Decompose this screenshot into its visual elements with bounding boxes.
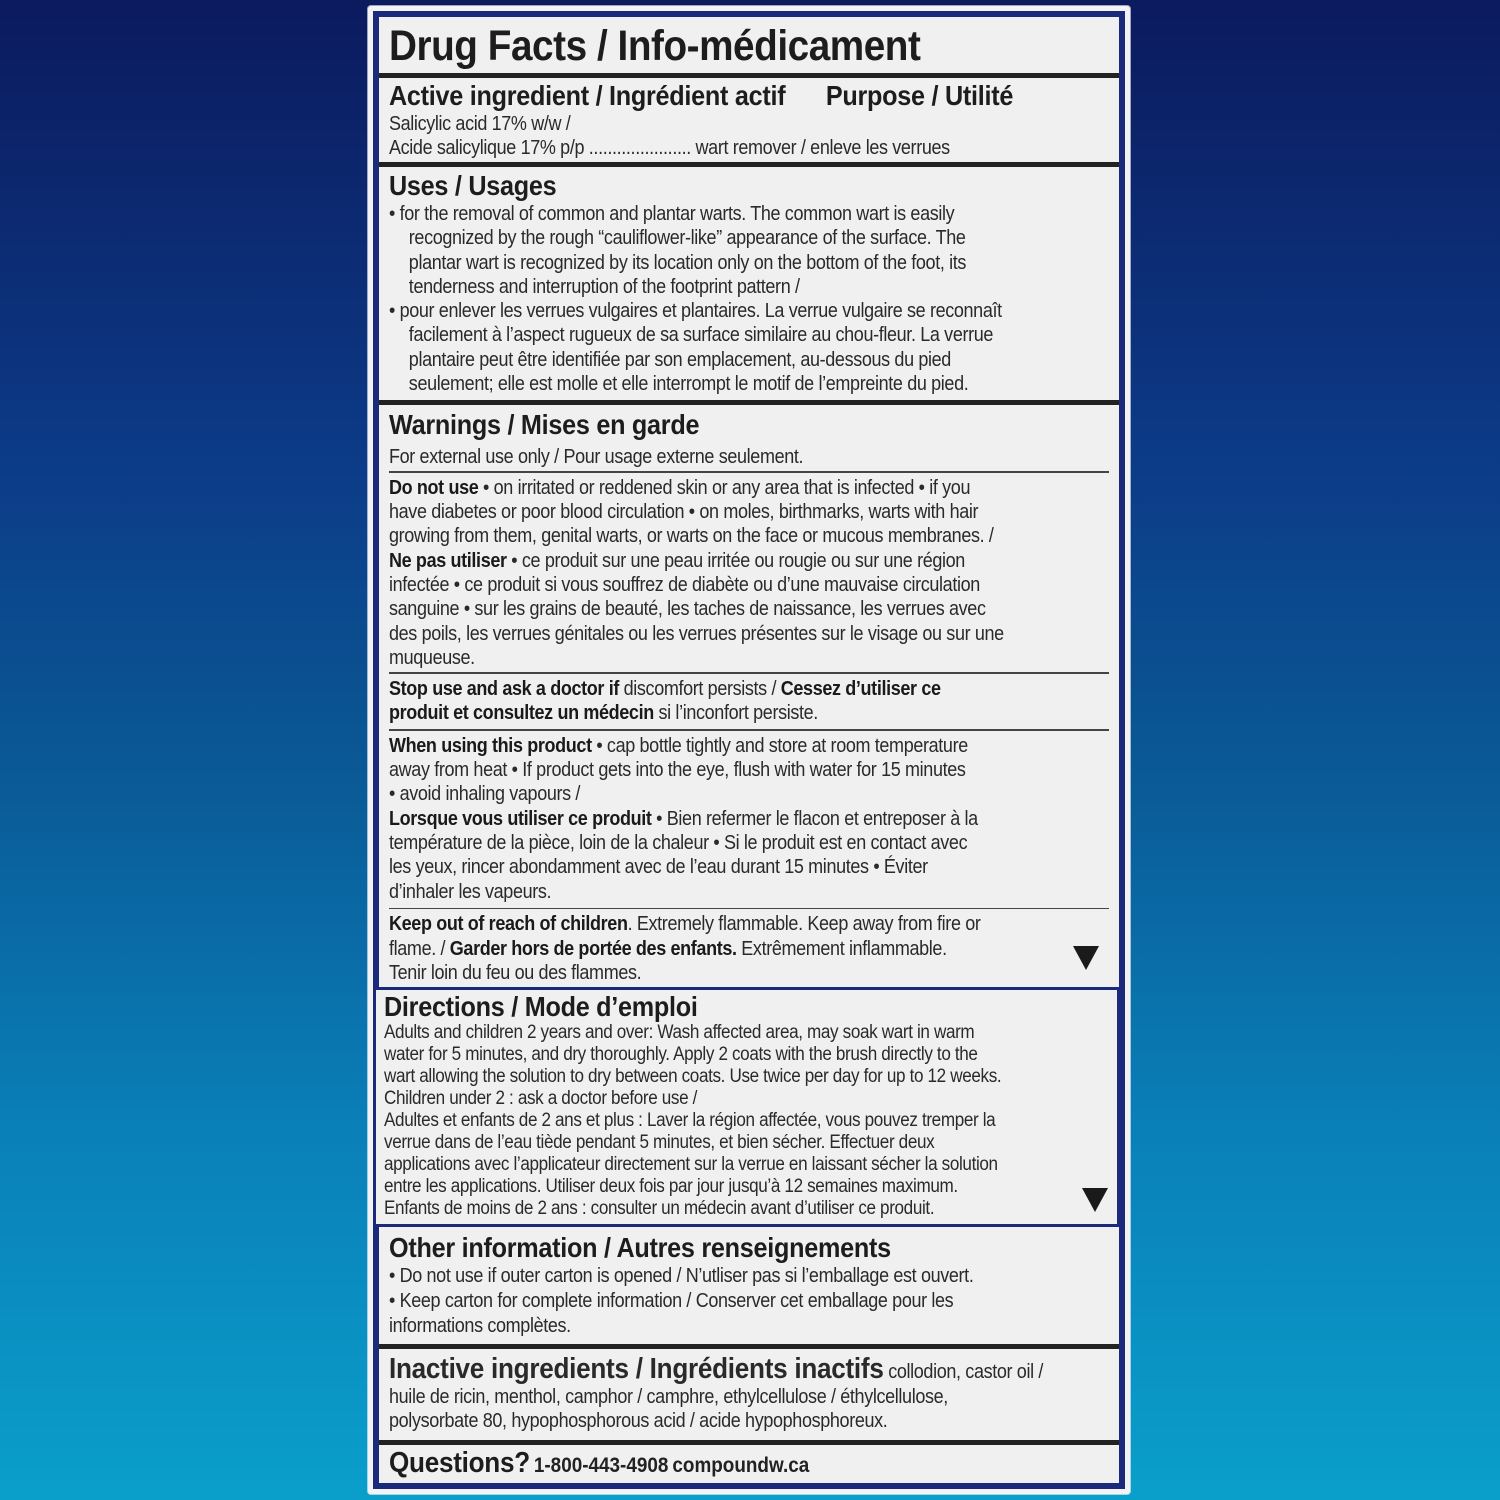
uses-section [379,170,1119,396]
directions-heading: Directions / Mode d’emploi [384,991,698,1022]
ne-pas-utiliser-text: infectée • ce produit si vous souffrez de diabète ou d’une mauvaise circulation [389,573,980,596]
questions-section [379,1447,1119,1484]
keep-out-label-fr: Garder hors de portée des enfants. [449,937,737,960]
text-line: • Keep carton for complete information / Conserver cet emballage pour les [389,1290,954,1312]
active-ingredient-en: Salicylic acid 17% w/w / [389,113,571,135]
when-using-text: away from heat • If product gets into the eye, flush with water for 15 minutes [389,759,966,782]
text-line: wart allowing the solution to dry between coats. Use twice per day for up to 12 weeks. [384,1066,1002,1087]
divider [379,162,1119,167]
text-line: water for 5 minutes, and dry thoroughly. Apply 2 coats with the brush directly to the [384,1044,978,1065]
active-ingredient-fr [389,136,1037,160]
lorsque-text: température de la pièce, loin de la chaleur • Si le produit est en contact avec [389,831,968,854]
leader-dots: ...................... [588,137,691,160]
text-line: plantaire peut être identifiée par son emplacement, au-dessous du pied [408,348,951,371]
warnings-section [379,409,1119,985]
lorsque-text: les yeux, rincer abondamment avec de l’eau durant 15 minutes • Éviter [389,856,928,879]
continue-arrow-icon [1073,946,1099,970]
inactive-ingredients-text: huile de ricin, menthol, camphor / camphre, ethylcellulose / éthylcellulose, [389,1386,948,1408]
do-not-use-text: have diabetes or poor blood circulation • on moles, birthmarks, warts with hair [389,501,979,524]
ne-pas-utiliser-text: muqueuse. [389,646,475,669]
text-line: entre les applications. Utiliser deux fois par jour jusqu’à 12 semaines maximum. [384,1176,958,1197]
warnings-heading: Warnings / Mises en garde [389,409,700,440]
divider [379,73,1119,78]
text-line: Adultes et enfants de 2 ans et plus : Laver la région affectée, vous pouvez tremper la [384,1110,996,1131]
text-line: Children under 2 : ask a doctor before use / [384,1088,698,1109]
uses-text [389,202,1109,396]
when-using-text: • avoid inhaling vapours / [389,783,581,806]
uses-heading: Uses / Usages [389,170,557,201]
divider [379,1344,1119,1349]
text-line: • pour enlever les verrues vulgaires et plantaires. La verrue vulgaire se reconnaît [389,300,1002,323]
other-information-text [389,1264,1109,1339]
ne-pas-utiliser-text: des poils, les verrues génitales ou les verrues présentes sur le visage ou sur une [389,622,1004,645]
inactive-ingredients-section [379,1353,1119,1434]
keep-out-text: . Extremely flammable. Keep away from fire or [627,913,981,936]
questions-heading: Questions? [389,1447,530,1479]
inactive-ingredients-heading: Inactive ingredients / Ingrédients inactifs [389,1353,884,1385]
divider [379,400,1119,405]
when-using-label: When using this product [389,734,592,757]
lorsque-text: • Bien refermer le flacon et entreposer à la [651,807,978,830]
text-line: tenderness and interruption of the footprint pattern / [408,275,800,298]
when-using-block [389,731,1109,908]
text-line: • for the removal of common and plantar warts. The common wart is easily [389,203,955,225]
page-title: Drug Facts / Info-médicament [389,22,921,70]
stop-use-block [389,674,1109,730]
keep-out-text-fr: Extrêmement inflammable. [736,937,947,960]
text-line: plantar wart is recognized by its location only on the bottom of the foot, its [408,251,967,274]
ne-pas-utiliser-text: • ce produit sur une peau irritée ou rougie ou sur une région [506,549,965,572]
purpose-value: wart remover / enleve les verrues [695,137,950,160]
website-link[interactable]: compoundw.ca [672,1454,810,1477]
text-line: Enfants de moins de 2 ans : consulter un médecin avant d’utiliser ce produit. [384,1198,935,1219]
drug-facts-panel [373,11,1125,1489]
inactive-ingredients-text: collodion, castor oil / [883,1361,1044,1383]
stop-use-label: Stop use and ask a doctor if [389,677,619,700]
other-information-heading: Other information / Autres renseignements [389,1232,891,1263]
directions-section [373,987,1120,1227]
text-line: seulement; elle est molle et elle interrompt le motif de l’empreinte du pied. [408,373,969,396]
ne-pas-utiliser-label: Ne pas utiliser [389,549,507,572]
text-line: • Do not use if outer carton is opened / N’utliser pas si l’emballage est ouvert. [389,1265,974,1287]
stop-use-label-fr: Cessez d’utiliser ce [780,677,941,700]
keep-out-text-fr: Tenir loin du feu ou des flammes. [389,961,642,984]
keep-out-block [389,909,1109,985]
external-use-text: For external use only / Pour usage externe seulement. [389,446,804,468]
text-line: verrue dans de l’eau tiède pendant 5 minutes, et bien sécher. Effectuer deux [384,1132,935,1153]
text-line: Adults and children 2 years and over: Wash affected area, may soak wart in warm [384,1022,975,1043]
other-information-section [379,1232,1119,1339]
ne-pas-utiliser-text: sanguine • sur les grains de beauté, les taches de naissance, les verrues avec [389,598,986,621]
text-line: applications avec l’applicateur directement sur la verrue en laissant sécher la solution [384,1154,998,1175]
keep-out-text: flame. / [389,937,450,960]
stop-use-text-fr: si l’inconfort persiste. [653,701,818,724]
drug-facts-label [368,6,1130,1494]
do-not-use-block [389,473,1109,672]
keep-out-label: Keep out of reach of children [389,913,628,936]
continue-arrow-icon [1082,1188,1108,1212]
text-line: facilement à l’aspect rugueux de sa surface similaire au chou-fleur. La verrue [408,324,994,347]
divider [379,1440,1119,1445]
active-ingredient-section [379,80,1119,161]
stop-use-text: discomfort persists / [618,677,781,700]
lorsque-text: d’inhaler les vapeurs. [389,880,552,903]
do-not-use-text: growing from them, genital warts, or warts on the face or mucous membranes. / [389,525,994,548]
lorsque-label: Lorsque vous utiliser ce produit [389,807,652,830]
do-not-use-label: Do not use [389,476,479,499]
active-ingredient-title: Active ingredient / Ingrédient actif [389,80,786,111]
directions-text [384,1022,1109,1220]
text-line: recognized by the rough “cauliflower-like” appearance of the surface. The [408,227,966,250]
active-ingredient-heading [389,80,1037,112]
when-using-text: • cap bottle tightly and store at room temperature [591,734,968,757]
text-line: informations complètes. [389,1315,571,1337]
stop-use-label-fr: produit et consultez un médecin [389,701,654,724]
phone-number[interactable]: 1-800-443-4908 [533,1454,669,1477]
ingredient-name: Acide salicylique 17% p/p [389,137,585,160]
do-not-use-text: • on irritated or reddened skin or any area that is infected • if you [478,476,971,499]
inactive-ingredients-text: polysorbate 80, hypophosphorous acid / acide hypophosphoreux. [389,1410,888,1433]
purpose-title: Purpose / Utilité [825,80,1014,111]
title-section [379,17,1119,77]
